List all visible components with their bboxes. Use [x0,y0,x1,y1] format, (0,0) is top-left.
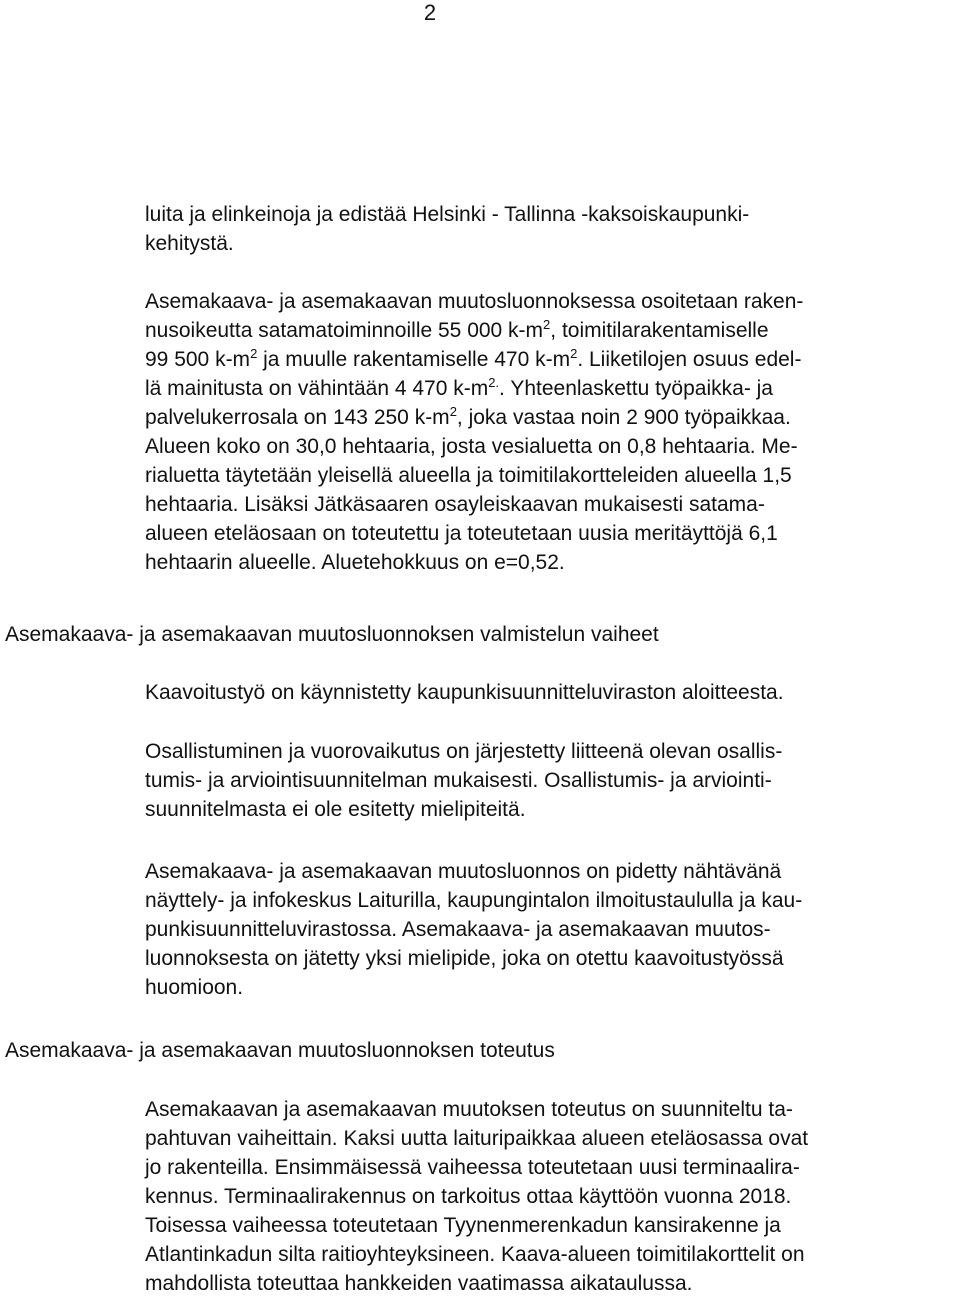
text-line: pahtuvan vaiheittain. Kaksi uutta laituripaikkaa alueen eteläosassa ovat [145,1127,809,1150]
text-line: mahdollista toteuttaa hankkeiden vaatimassa aikataulussa. [145,1272,693,1295]
superscript: 2 [543,317,551,332]
paragraph-exhibition [145,857,802,1002]
section-heading-implementation: Asemakaava- ja asemakaavan muutosluonnoksen toteutus [5,1039,555,1062]
text-line: jo rakenteilla. Ensimmäisessä vaiheessa toteutetaan uusi terminaalira- [145,1156,800,1179]
superscript: 2 [449,404,457,419]
text-line: Toisessa vaiheessa toteutetaan Tyynenmerenkadun kansirakenne ja [145,1214,781,1237]
superscript: 2 [250,346,258,361]
text-line: Asemakaavan ja asemakaavan muutoksen toteutus on suunniteltu ta- [145,1098,793,1121]
text-line: alueen eteläosaan on toteutettu ja toteutetaan uusia meritäyttöjä 6,1 [145,522,778,545]
paragraph-implementation [145,1095,808,1298]
text-line: Osallistuminen ja vuorovaikutus on järjestetty liitteenä olevan osallis- [145,740,783,763]
paragraph-participation [145,737,782,824]
text-line: hehtaarin alueelle. Aluetehokkuus on e=0,52. [145,551,565,574]
text-line: Atlantinkadun silta raitioyhteyksineen. Kaava-alueen toimitilakorttelit on [145,1243,805,1266]
text-line: nusoikeutta satamatoiminnoille 55 000 $k-m^2$, toimitilarakentamiselle [145,317,769,342]
text-line: näyttely- ja infokeskus Laiturilla, kaupungintalon ilmoitustaululla ja kau- [145,889,803,912]
text-line: 99 500 $k-m^2$ ja muulle rakentamiselle 470 $k-m^2$. Liiketilojen osuus edel- [145,346,802,371]
superscript: 2. [488,375,500,390]
text-line: Alueen koko on 30,0 hehtaaria, josta vesialuetta on 0,8 hehtaaria. Me- [145,435,798,458]
text-line: luonnoksesta on jätetty yksi mielipide, joka on otettu kaavoitustyössä [145,947,784,970]
paragraph-intro [145,200,749,258]
section-heading-preparation: Asemakaava- ja asemakaavan muutosluonnoksen valmistelun vaiheet [5,623,659,646]
paragraph-initiative [145,678,784,707]
text-line: Kaavoitustyö on käynnistetty kaupunkisuunnitteluviraston aloitteesta. [145,681,784,704]
text-line: kennus. Terminaalirakennus on tarkoitus ottaa käyttöön vuonna 2018. [145,1185,792,1208]
text-line: rialuetta täytetään yleisellä alueella ja toimitilakortteleiden alueella 1,5 [145,464,792,487]
text-line: palvelukerrosala on 143 250 $k-m^2$, joka vastaa noin 2 900 työpaikkaa. [145,404,791,429]
text-line: luita ja elinkeinoja ja edistää Helsinki - Tallinna -kaksoiskaupunki- [145,203,750,226]
text-line: punkisuunnitteluvirastossa. Asemakaava- ja asemakaavan muutos- [145,918,771,941]
text-line: Asemakaava- ja asemakaavan muutosluonnos on pidetty nähtävänä [145,860,782,883]
text-line: lä mainitusta on vähintään 4 470 $k-m^{2.}$. Yhteenlaskettu työpaikka- ja [145,375,773,400]
text-line: huomioon. [145,976,244,999]
paragraph-building-rights [145,287,803,577]
text-line: hehtaaria. Lisäksi Jätkäsaaren osayleiskaavan mukaisesti satama- [145,493,765,516]
text-line: suunnitelmasta ei ole esitetty mielipiteitä. [145,798,526,821]
superscript: 2 [570,346,578,361]
page-number: 2 [423,0,437,25]
text-line: Asemakaava- ja asemakaavan muutosluonnoksessa osoitetaan raken- [145,290,804,313]
text-line: kehitystä. [145,232,234,255]
text-line: tumis- ja arviointisuunnitelman mukaisesti. Osallistumis- ja arviointi- [145,769,772,792]
